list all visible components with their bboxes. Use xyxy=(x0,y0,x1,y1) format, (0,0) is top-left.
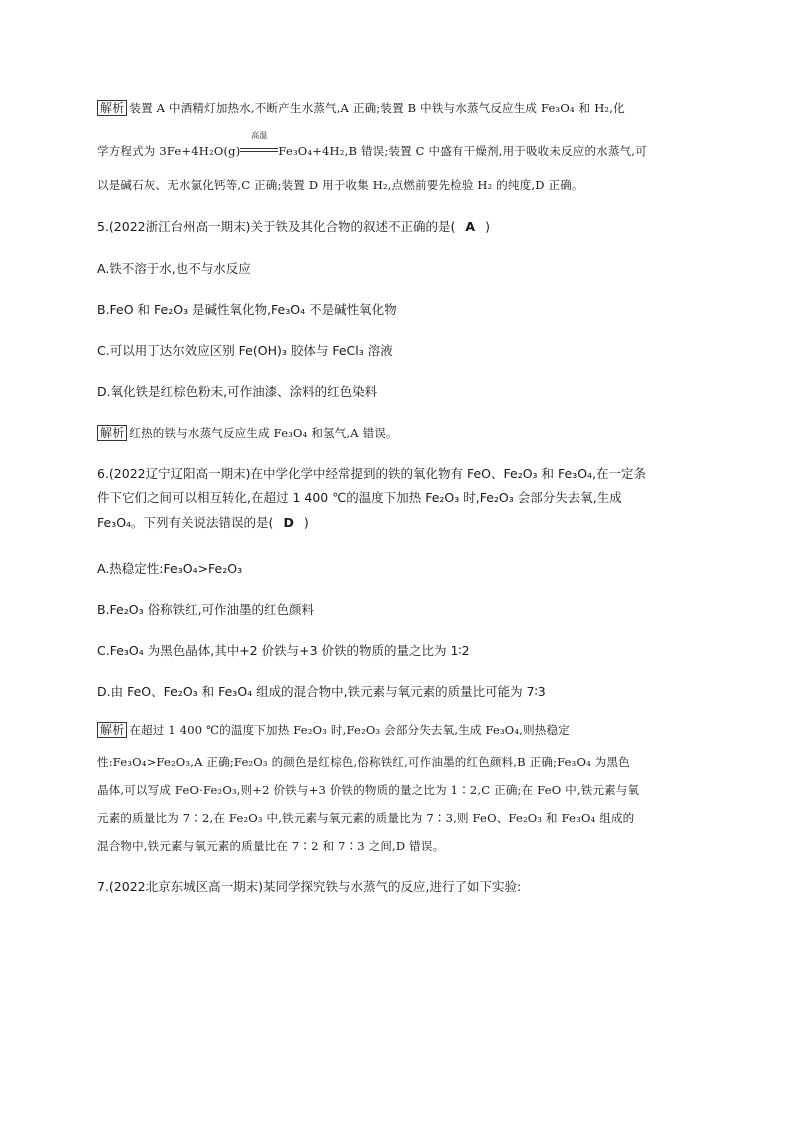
analysis-tag: 解析 xyxy=(97,722,127,738)
analysis-tag: 解析 xyxy=(97,100,127,116)
question-6-explanation-line-5: 混合物中,铁元素与氧元素的质量比在 7∶2 和 7∶3 之间,D 错误。 xyxy=(97,839,445,853)
question-6-answer: D xyxy=(283,515,294,530)
question-5-explanation: 解析 红热的铁与水蒸气反应生成 Fe₃O₄ 和氢气,A 错误。 xyxy=(97,425,722,441)
question-6-option-b: B.Fe₂O₃ 俗称铁红,可作油墨的红色颜料 xyxy=(97,602,315,617)
question-6-explanation-line-2: 性:Fe₃O₄>Fe₂O₃,A 正确;Fe₂O₃ 的颜色是红棕色,俗称铁红,可作油墨的红色颜料,B 正确;Fe₃O₄ 为黑色 xyxy=(97,755,630,769)
question-6-option-d: D.由 FeO、Fe₂O₃ 和 Fe₃O₄ 组成的混合物中,铁元素与氧元素的质量比可能为 7∶3 xyxy=(97,684,546,699)
question-6-option-a: A.热稳定性:Fe₃O₄>Fe₂O₃ xyxy=(97,561,243,576)
analysis-tag: 解析 xyxy=(97,425,127,441)
question-5-option-b: B.FeO 和 Fe₂O₃ 是碱性氧化物,Fe₃O₄ 不是碱性氧化物 xyxy=(97,302,397,317)
question-6-explanation-line-3: 晶体,可以写成 FeO·Fe₂O₃,则+2 价铁与+3 价铁的物质的量之比为 1∶2,C 正确;在 FeO 中,铁元素与氧 xyxy=(97,783,640,797)
question-5-answer: A xyxy=(465,219,476,234)
question-5-stem: 5.(2022浙江台州高一期末)关于铁及其化合物的叙述不正确的是( A ) xyxy=(97,219,490,234)
q4-explanation-line-3: 以是碱石灰、无水氯化钙等,C 正确;装置 D 用于收集 H₂,点燃前要先检验 H₂ 的纯度,D 正确。 xyxy=(97,178,584,192)
question-6-stem-line-2: 件下它们之间可以相互转化,在超过 1 400 ℃的温度下加热 Fe₂O₃ 时,Fe₂O₃ 会部分失去氧,生成 xyxy=(97,490,622,505)
question-5-option-a: A.铁不溶于水,也不与水反应 xyxy=(97,261,251,276)
question-6-stem-line-1: 6.(2022辽宁辽阳高一期末)在中学化学中经常提到的铁的氧化物有 FeO、Fe₂O₃ 和 Fe₃O₄,在一定条 xyxy=(97,466,647,481)
reaction-condition-equals: 高温 xyxy=(240,143,278,159)
question-5-option-d: D.氧化铁是红棕色粉末,可作油漆、涂料的红色染料 xyxy=(97,384,378,399)
question-5-option-c: C.可以用丁达尔效应区别 Fe(OH)₃ 胶体与 FeCl₃ 溶液 xyxy=(97,343,393,358)
question-7-stem: 7.(2022北京东城区高一期末)某同学探究铁与水蒸气的反应,进行了如下实验: xyxy=(97,879,522,894)
question-6-stem-line-3: Fe₃O₄。下列有关说法错误的是( D ) xyxy=(97,515,309,530)
question-6-explanation-line-1: 解析 在超过 1 400 ℃的温度下加热 Fe₂O₃ 时,Fe₂O₃ 会部分失去氧,生成 Fe₃O₄,则热稳定 xyxy=(97,722,722,738)
q4-explanation-line-1: 解析 装置 A 中酒精灯加热水,不断产生水蒸气,A 正确;装置 B 中铁与水蒸气反应生成 Fe₃O₄ 和 H₂,化 xyxy=(97,100,722,116)
question-6-explanation-line-4: 元素的质量比为 7∶2,在 Fe₂O₃ 中,铁元素与氧元素的质量比为 7∶3,则 FeO、Fe₂O₃ 和 Fe₃O₄ 组成的 xyxy=(97,811,635,825)
question-6-option-c: C.Fe₃O₄ 为黑色晶体,其中+2 价铁与+3 价铁的物质的量之比为 1∶2 xyxy=(97,643,470,658)
q4-explanation-line-2: 学方程式为 3Fe+4H₂O(g) 高温 Fe₃O₄+4H₂,B 错误;装置 C 中盛有干燥剂,用于吸收未反应的水蒸气,可 xyxy=(97,131,647,158)
